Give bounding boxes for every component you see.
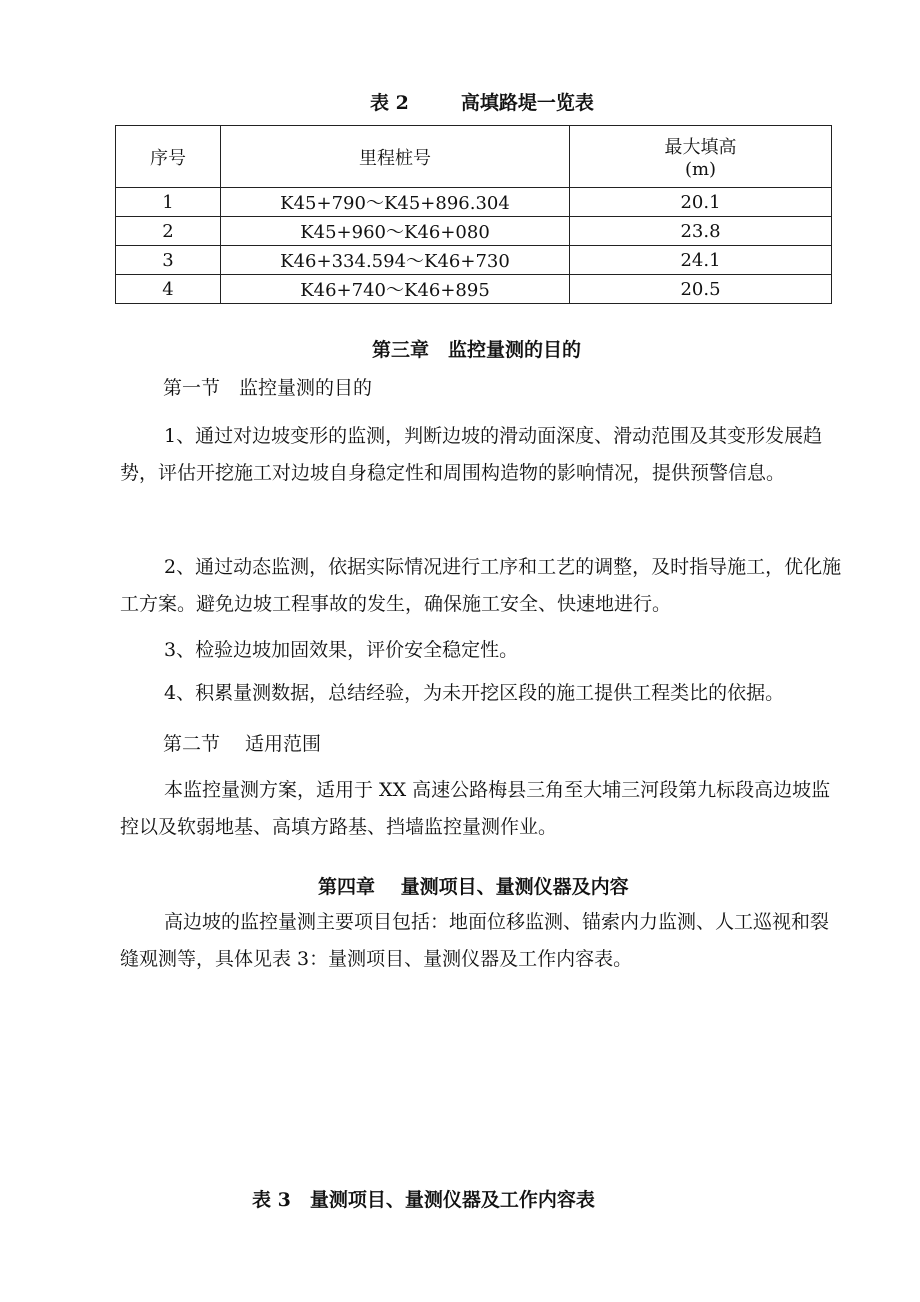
header-max-fill-height [570,126,832,188]
cell-seq: 4 [116,275,221,304]
section2-title: 第二节 适用范围 [163,733,322,755]
cell-height: 24.1 [570,246,832,275]
section1-title: 第一节 监控量测的目的 [163,377,373,399]
table2-caption [370,88,594,115]
table-row [116,188,832,217]
objective-item-4: 4、积累量测数据，总结经验，为未开挖区段的施工提供工程类比的依据。 [164,682,785,704]
header-height-line2: (m) [684,159,717,180]
table2-caption-prefix: 表 2 [370,92,409,114]
cell-height: 20.1 [570,188,832,217]
chapter4-title: 第四章 量测项目、量测仪器及内容 [318,876,629,898]
header-height-line1: 最大填高 [664,137,737,158]
cell-mileage: K45+790～K45+896.304 [221,188,570,217]
table-header-row [116,126,832,188]
cell-mileage: K45+960～K46+080 [221,217,570,246]
header-seq: 序号 [116,126,221,188]
cell-seq: 2 [116,217,221,246]
objective-item-3: 3、检验边坡加固效果，评价安全稳定性。 [164,639,519,661]
chapter3-title: 第三章 监控量测的目的 [372,339,582,361]
cell-height: 23.8 [570,217,832,246]
chapter4-intro: 高边坡的监控量测主要项目包括：地面位移监测、锚索内力监测、人工巡视和裂缝观测等，具体见表 3：量测项目、量测仪器及工作内容表。 [120,911,830,970]
cell-height: 20.5 [570,275,832,304]
high-fill-embankment-table [115,125,832,304]
cell-seq: 3 [116,246,221,275]
table2-caption-title: 高填路堤一览表 [460,92,594,114]
cell-mileage: K46+334.594～K46+730 [221,246,570,275]
table3-caption: 表 3 量测项目、量测仪器及工作内容表 [252,1189,595,1211]
cell-mileage: K46+740～K46+895 [221,275,570,304]
cell-seq: 1 [116,188,221,217]
table-row [116,217,832,246]
objective-item-2: 2、通过动态监测，依据实际情况进行工序和工艺的调整，及时指导施工，优化施工方案。避免边坡工程事故的发生，确保施工安全、快速地进行。 [120,556,842,615]
table-row [116,275,832,304]
objective-item-1: 1、通过对边坡变形的监测，判断边坡的滑动面深度、滑动范围及其变形发展趋势，评估开挖施工对边坡自身稳定性和周围构造物的影响情况，提供预警信息。 [120,425,823,484]
table-row [116,246,832,275]
header-mileage: 里程桩号 [221,126,570,188]
scope-paragraph: 本监控量测方案，适用于 XX 高速公路梅县三角至大埔三河段第九标段高边坡监控以及软弱地基、高填方路基、挡墙监控量测作业。 [120,779,831,838]
